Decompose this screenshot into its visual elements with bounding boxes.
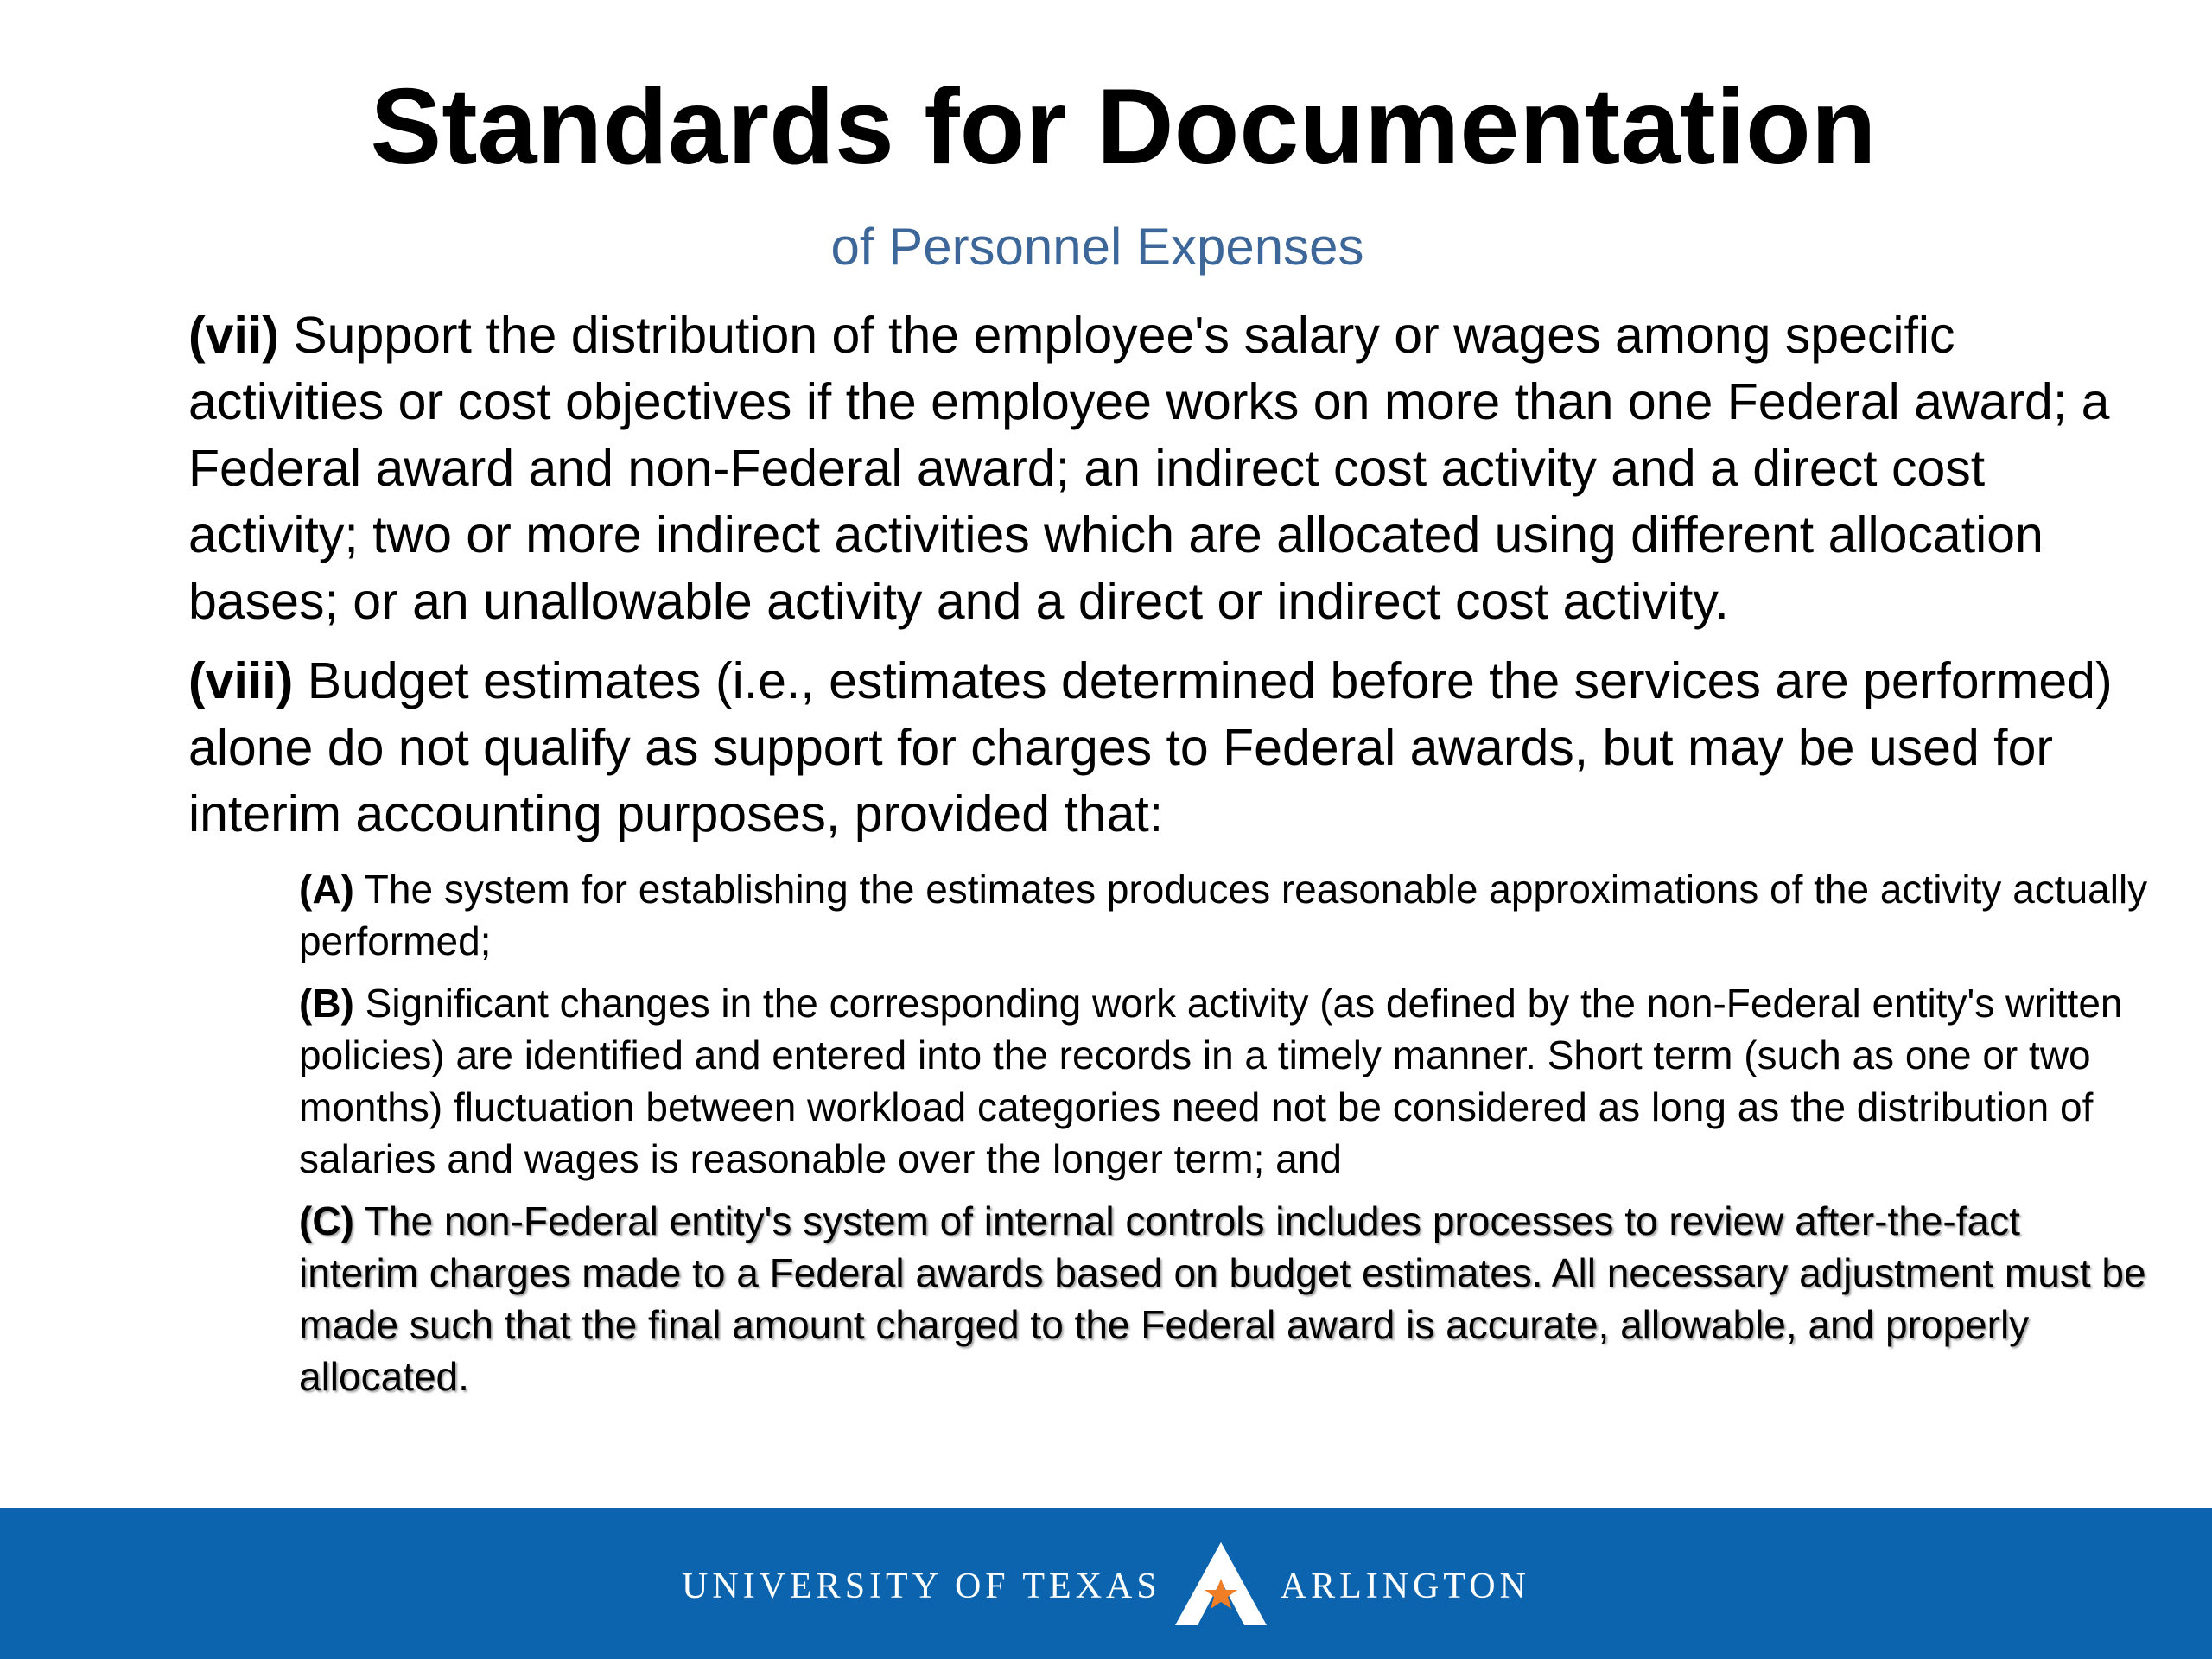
sub-item-text: The non-Federal entity's system of internal controls includes processes to review after-the-fact interim charges made to a Federal awards based on budget estimates. All necessary adjustment must be made such that the final amount charged to the Federal award is accurate, allowable, and properly allocated.: [299, 1198, 2146, 1399]
paragraph-text: Budget estimates (i.e., estimates determined before the services are performed) alone do not qualify as support for charges to Federal awards, but may be used for interim accounting purposes, provided that:: [188, 652, 2113, 842]
logo-text-right: ARLINGTON: [1280, 1566, 1530, 1606]
slide-title: Standards for Documentation: [370, 67, 1877, 187]
uta-a-star-icon: [1173, 1541, 1268, 1627]
sub-item-list: [299, 863, 2148, 1402]
paragraph-vii: [188, 302, 2141, 635]
logo-text-left: UNIVERSITY OF TEXAS: [682, 1566, 1161, 1606]
sub-item-marker: (A): [299, 867, 354, 912]
paragraph-viii: [188, 648, 2141, 848]
sub-item-text: The system for establishing the estimates produces reasonable approximations of the activity actually performed;: [299, 867, 2148, 963]
sub-item-a: [299, 863, 2148, 967]
slide-content: [188, 302, 2148, 1413]
paragraph-marker: (viii): [188, 652, 294, 709]
slide-subtitle: of Personnel Expenses: [830, 218, 1364, 276]
sub-item-marker: (B): [299, 981, 354, 1026]
paragraph-marker: (vii): [188, 307, 279, 364]
sub-item-text: Significant changes in the corresponding work activity (as defined by the non-Federal entity's written policies) are identified and entered into the records in a timely manner. Short term (such as one or two months) fluctuation between workload categories need not be considered as long as the distribution of salaries and wages is reasonable over the longer term; and: [299, 981, 2123, 1181]
footer-bar: [0, 1508, 2212, 1659]
uta-logo: [0, 1508, 2212, 1659]
sub-item-marker: (C): [299, 1198, 354, 1243]
paragraph-text: Support the distribution of the employee's salary or wages among specific activities or cost objectives if the employee works on more than one Federal award; a Federal award and non-Federal award; an indirect cost activity and a direct cost activity; two or more indirect activities which are allocated using different allocation bases; or an unallowable activity and a direct or indirect cost activity.: [188, 307, 2110, 630]
sub-item-c: [299, 1195, 2148, 1402]
sub-item-b: [299, 977, 2148, 1185]
